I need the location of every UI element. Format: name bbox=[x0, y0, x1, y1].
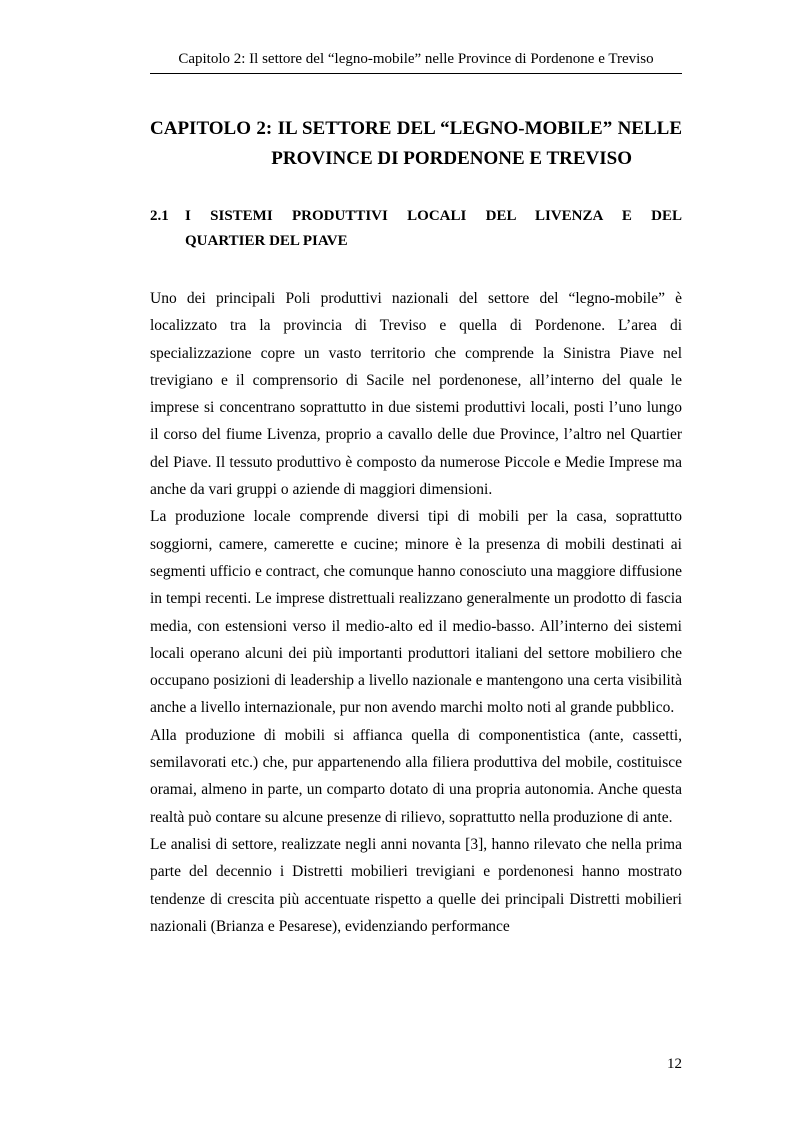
body-text bbox=[150, 285, 682, 940]
running-header: Capitolo 2: Il settore del “legno-mobile” nelle Province di Pordenone e Treviso bbox=[178, 51, 654, 67]
page-number: 12 bbox=[667, 1056, 682, 1072]
paragraph: La produzione locale comprende diversi tipi di mobili per la casa, soprattutto soggiorni, camere, camerette e cucine; minore è la presenza di mobili destinati ai segmenti ufficio e contract, che comunque hanno conosciuto una maggiore diffusione in tempi recenti. Le imprese distrettuali realizzano generalmente un prodotto di fascia media, con estensioni verso il medio-alto ed il medio-basso. All’interno dei sistemi locali operano alcuni dei più importanti produttori italiani del settore mobiliero che occupano posizioni di leadership a livello nazionale e mantengono una certa visibilità anche a livello internazionale, pur non avendo marchi molto noti al grande pubblico. bbox=[150, 508, 682, 717]
chapter-title-line-1: CAPITOLO 2: IL SETTORE DEL “LEGNO-MOBILE” NELLE bbox=[150, 118, 682, 139]
section-title-line-1 bbox=[150, 204, 682, 229]
chapter-title-line-2: PROVINCE DI PORDENONE E TREVISO bbox=[271, 148, 632, 169]
paragraph: Alla produzione di mobili si affianca quella di componentistica (ante, cassetti, semilavorati etc.) che, pur appartenendo alla filiera produttiva del mobile, costituisce oramai, almeno in parte, un comparto dotato di una propria autonomia. Anche questa realtà può contare su alcune presenze di rilievo, soprattutto nella produzione di ante. bbox=[150, 726, 682, 826]
header-rule bbox=[150, 73, 682, 74]
section-title-text-1: I SISTEMI PRODUTTIVI LOCALI DEL LIVENZA E DEL bbox=[185, 208, 682, 224]
chapter-title bbox=[150, 114, 682, 174]
section-title bbox=[150, 204, 682, 254]
paragraph: Le analisi di settore, realizzate negli anni novanta [3], hanno rilevato che nella prima parte del decennio i Distretti mobilieri trevigiani e pordenonesi hanno mostrato tendenze di crescita più accentuate rispetto a quelle dei principali Distretti mobilieri nazionali (Brianza e Pesarese), evidenziando performance bbox=[150, 835, 682, 935]
section-number: 2.1 bbox=[150, 208, 169, 224]
paragraph: Uno dei principali Poli produttivi nazionali del settore del “legno-mobile” è localizzato tra la provincia di Treviso e quella di Pordenone. L’area di specializzazione copre un vasto territorio che comprende la Sinistra Piave nel trevigiano e il comprensorio di Sacile nel pordenonese, all’interno del quale le imprese si concentrano soprattutto in due sistemi produttivi locali, posti l’uno lungo il corso del fiume Livenza, proprio a cavallo delle due Province, l’altro nel Quartier del Piave. Il tessuto produttivo è composto da numerose Piccole e Medie Imprese ma anche da vari gruppi o aziende di maggiori dimensioni. bbox=[150, 290, 682, 499]
section-title-line-2: QUARTIER DEL PIAVE bbox=[185, 233, 348, 249]
